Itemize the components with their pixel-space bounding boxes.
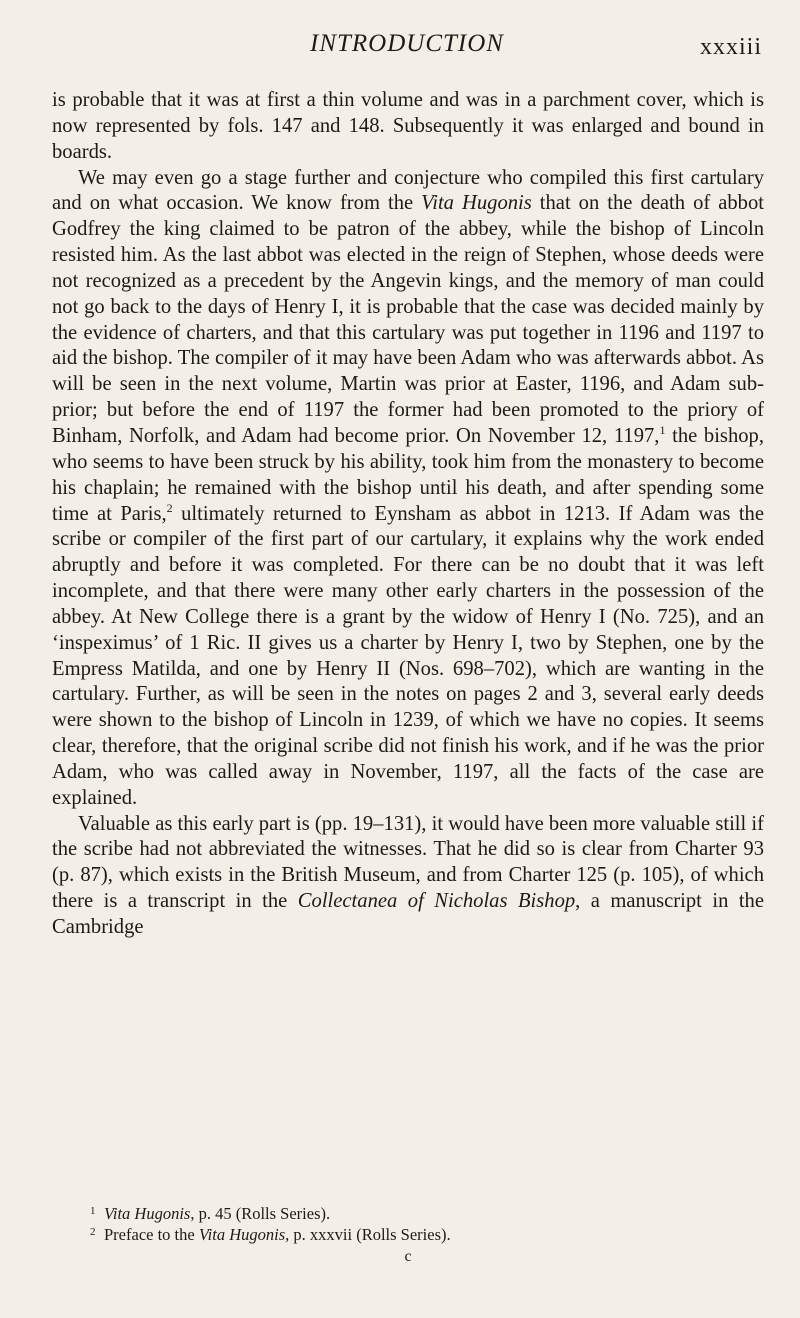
footnote-1-text: , p. 45 (Rolls Series). xyxy=(190,1204,331,1223)
paragraph-2-text-b: that on the death of abbot Godfrey the king claimed to be patron of the abbey, while the bishop of Lincoln resisted him. As the last abbot was elected in the reign of Stephen, whose deeds were not recognized as a precedent by the Angevin kings, and the memory of man could not go back to the days of Henry I, it is probable that the case was decided mainly by the evidence of charters, and that this cartulary was put together in 1196 and 1197 to aid the bishop. The compiler of it may have been Adam who was afterwards abbot. As will be seen in the next volume, Martin was prior at Easter, 1196, and Adam sub-prior; but before the end of 1197 the former had been promoted to the priory of Binham, Norfolk, and Adam had become prior. On November 12, 1197, xyxy=(52,192,764,447)
paragraph-3-text-b: , a manuscript in the Cambridge xyxy=(52,890,764,938)
footnote-ref-1: 1 xyxy=(659,423,666,438)
footnotes xyxy=(52,1203,764,1267)
paragraph-3 xyxy=(52,812,764,941)
paragraph-2-text-a: We may even go a stage further and conjecture who compiled this first cartulary and on what occasion. We know from the xyxy=(52,166,764,215)
main-text xyxy=(52,88,764,941)
footnote-2 xyxy=(52,1224,764,1245)
paragraph-2-text-c: the bishop, who seems to have been struck by his ability, took him from the monastery to become his chaplain; he remained with the bishop until his death, and after spending some time at Paris, xyxy=(52,424,764,525)
vita-hugonis-title: Vita Hugonis xyxy=(421,192,532,215)
footnote-2-prefix: Preface to the xyxy=(104,1225,199,1244)
collectanea-title: Collectanea of Nicholas Bishop xyxy=(297,890,576,913)
footnote-2-number: 2 xyxy=(90,1226,96,1238)
footnote-2-text: , p. xxxvii (Rolls Series). xyxy=(285,1225,451,1244)
paragraph-1-text: is probable that it was at first a thin volume and was in a parchment cover, which is now represented by fols. 147 and 148. Subsequently it was enlarged and bound in boards. xyxy=(52,89,764,163)
paragraph-1 xyxy=(52,88,764,166)
page-header xyxy=(52,24,762,64)
footnote-2-title: Vita Hugonis xyxy=(198,1225,286,1244)
footnote-1-number: 1 xyxy=(90,1205,96,1217)
paragraph-2 xyxy=(52,166,764,812)
signature-mark: c xyxy=(404,1248,412,1265)
paragraph-3-text-a: Valuable as this early part is (pp. 19–131), it would have been more valuable still if the scribe had not abbreviated the witnesses. That he did so is clear from Charter 93 (p. 87), which exists in the British Museum, and from Charter 125 (p. 105), of which there is a transcript in the xyxy=(52,812,764,913)
footnote-ref-2: 2 xyxy=(166,500,173,515)
paragraph-2-text-d: ultimately returned to Eynsham as abbot in 1213. If Adam was the scribe or compiler of the first part of our cartulary, it explains why the work ended abruptly and before it was completed. For there can be no doubt that it was left incomplete, and that there were many other early charters in the possession of the abbey. At New College there is a grant by the widow of Henry I (No. 725), and an ‘inspeximus’ of 1 Ric. II gives us a charter by Henry I, two by Stephen, one by the Empress Matilda, and one by Henry II (Nos. 698–702), which are wanting in the cartulary. Further, as will be seen in the notes on pages 2 and 3, several early deeds were shown to the bishop of Lincoln in 1239, of which we have no copies. It seems clear, therefore, that the original scribe did not finish his work, and if he was the prior Adam, who was called away in November, 1197, all the facts of the case are explained. xyxy=(52,502,764,809)
running-title: INTRODUCTION xyxy=(310,30,504,57)
footnote-1 xyxy=(52,1203,764,1224)
footnote-1-title: Vita Hugonis xyxy=(104,1204,191,1223)
page-number: xxxiii xyxy=(699,34,762,60)
